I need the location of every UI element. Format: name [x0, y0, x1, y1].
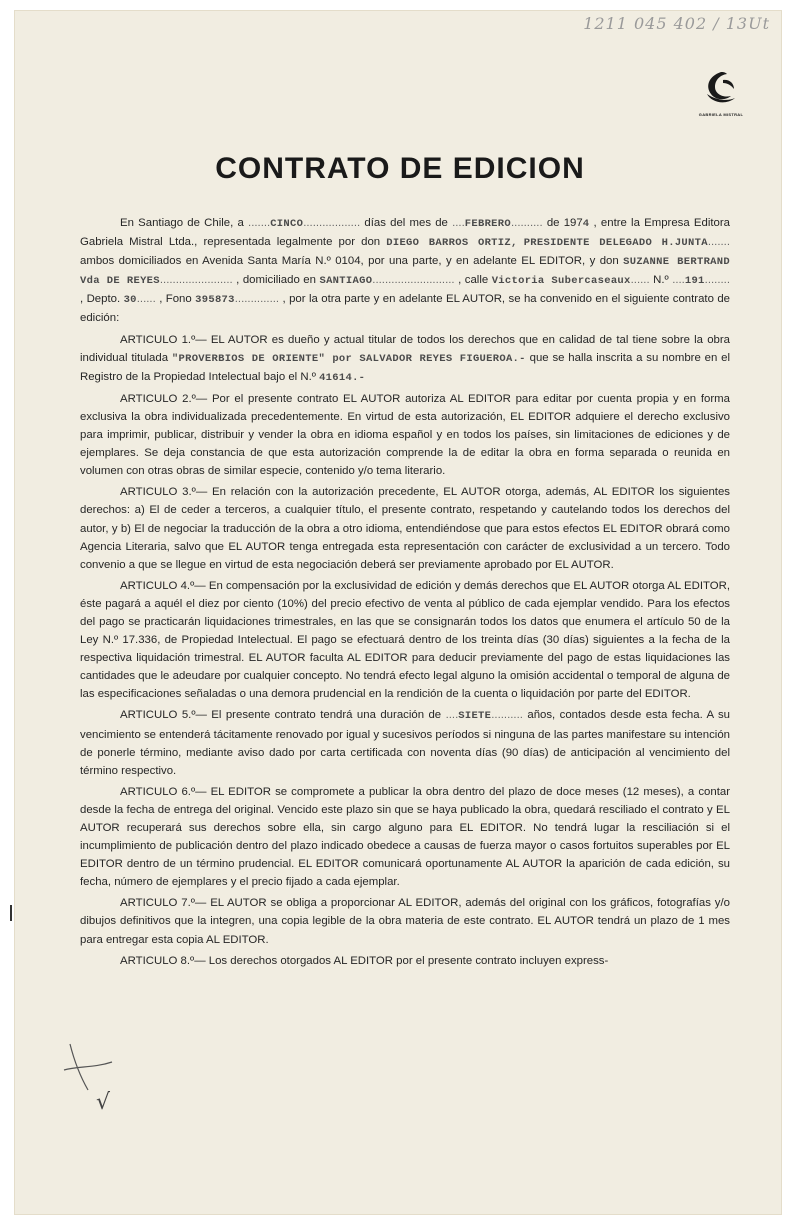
filled-duration-years: SIETE — [458, 710, 492, 723]
intro-text-2: días del mes de — [364, 217, 453, 229]
archive-reference-note: 1211 045 402 / 13Ut — [583, 14, 770, 33]
intro-text-9: , Depto. — [80, 293, 124, 306]
intro-text-10: , Fono — [159, 293, 196, 306]
filled-work-title: "PROVERBIOS DE ORIENTE" por SALVADOR REYES FIGUEROA.- — [171, 352, 526, 365]
margin-mark — [10, 905, 12, 921]
article-6: ARTICULO 6.º— EL EDITOR se compromete a publicar la obra dentro del plazo de doce meses (12 meses), a contar desde la fecha de entrega del original. Vencido este plazo sin que se haya publicado la obra, quedará resciliado el contrato y EL AUTOR recuperará sus derechos sobre ella, sin cargo alguno para EL EDITOR. No tendrá lugar la resciliación si el incumplimiento de publicación dentro del plazo indicado obedece a causas de fuerza mayor o casos fortuitos superables por EL EDITOR dentro de un término prudencial. EL EDITOR comunicará oportunamente AL AUTOR la aparición de cada edición, su fecha, número de ejemplares y el precio fijado a cada ejemplar. — [80, 785, 730, 889]
filled-representative-title: PRESIDENTE DELEGADO H.JUNTA — [523, 237, 708, 250]
filled-phone: 395873 — [195, 294, 235, 307]
filled-year-digit: 4 — [582, 218, 590, 230]
logo-caption: GABRIELA MISTRAL — [698, 112, 744, 117]
intro-text-4: , entre la Empresa Editora Gabriela Mistral Ltda., representada legalmente por don — [80, 217, 730, 249]
intro-text-1: En Santiago de Chile, a — [120, 217, 249, 229]
intro-text-5: ambos domiciliados en Avenida Santa María N.º 0104, por una parte, y en adelante EL EDITOR, y don — [80, 255, 619, 268]
filled-representative-name: DIEGO BARROS ORTIZ, — [386, 237, 518, 250]
publisher-logo — [696, 70, 746, 117]
article-5-text-1: ARTICULO 5.º— El presente contrato tendrá una duración de — [120, 709, 446, 722]
filled-apartment: 30 — [123, 294, 137, 307]
article-2: ARTICULO 2.º— Por el presente contrato EL AUTOR autoriza AL EDITOR para editar por cuenta propia y en forma exclusiva la obra individualizada precedentemente. En virtud de esta autorización, EL EDITOR adquiere el derecho exclusivo para imprimir, publicar, distribuir y vender la obra en idioma español y en todos los países, sin limitaciones de ediciones y de ejemplares. Se deja constancia de que esta autorización comprende la de editar la obra en forma separada o reunida en volumen con otras obras de similar especie, contenido y/o tema literario. — [80, 392, 730, 478]
filled-author-name: SUZANNE BERTRAND Vda DE REYES — [80, 256, 730, 288]
publisher-logo-icon — [701, 70, 741, 106]
article-5: ARTICULO 5.º— El presente contrato tendrá una duración de ....SIETE.......... años, contados desde esta fecha. A su vencimiento se entenderá tácitamente renovado por igual y sucesivos períodos si ninguna de las partes manifestare su intención de ponerle término, mediante aviso dado por carta certificada con noventa días (90 días) de anticipación al vencimiento del término respectivo. — [80, 709, 730, 777]
filled-street: Victoria Subercaseaux — [491, 275, 631, 288]
handwritten-scribble — [60, 1040, 130, 1100]
intro-text-11: , por la otra parte y en adelante EL AUTOR, se ha convenido en el siguiente contrato de edición: — [80, 293, 730, 325]
article-1-text-2: que se halla inscrita a su nombre en el Registro de la Propiedad Intelectual bajo el N.º — [80, 351, 730, 383]
intro-text-8: N.º — [653, 274, 673, 287]
filled-registration-number: 41614.- — [319, 371, 366, 384]
intro-paragraph: En Santiago de Chile, a .......CINCO.................. días del mes de ....FEBRERO.......... de 1974 , entre la Empresa Editora Gabriela Mistral Ltda., representada legalmente por don DIEGO BARROS ORTIZ, PRESIDENTE DELEGADO H.JUNTA....... ambos domiciliados en Avenida Santa María N.º 0104, por una parte, y en adelante EL EDITOR, y don SUZANNE BERTRAND Vda DE REYES....................... , domiciliado en SANTIAGO.......................... , calle Victoria Subercaseaux...... N.º ....191........ , Depto. 30...... , Fono 395873.............. , por la otra parte y en adelante EL AUTOR, se ha convenido en el siguiente contrato de edición: — [80, 217, 730, 325]
article-3: ARTICULO 3.º— En relación con la autorización precedente, EL AUTOR otorga, además, AL EDITOR los siguientes derechos: a) El de ceder a terceros, a cualquier título, el presente contrato, respetando y cautelando todos los derechos del autor, y b) El de negociar la traducción de la obra a otro idioma, entendiéndose que para estos efectos EL EDITOR obrará como Agencia Literaria, salvo que EL AUTOR tenga entregada esta representación con carácter de exclusividad a un tercero. Todo convenio a que se llegue en virtud de esta negociación deberá ser previamente aprobado por EL AUTOR. — [80, 486, 730, 571]
article-4: ARTICULO 4.º— En compensación por la exclusividad de edición y demás derechos que EL AUTOR otorga AL EDITOR, éste pagará a aquél el diez por ciento (10%) del precio efectivo de venta al público de cada ejemplar vendido. Para los efectos del pago se practicarán liquidaciones trimestrales, en las que se consignarán todos los datos que enumera el artículo 50 de la Ley N.º 17.336, de Propiedad Intelectual. El pago se efectuará dentro de los treinta días (30 días) siguientes a la fecha de la respectiva liquidación trimestral. EL AUTOR faculta AL EDITOR para deducir previamente del pago de estas liquidaciones las cantidades que le adeudare por cualquier concepto. No tendrá efecto legal alguno la omisión accidental o temporal de alguna de las especificaciones señaladas o una demora prudencial en la rendición de la cuenta o liquidación por parte del EDITOR. — [80, 579, 730, 701]
contract-body — [80, 214, 730, 973]
filled-street-number: 191 — [684, 275, 705, 288]
article-1-text-1: ARTICULO 1.º— EL AUTOR es dueño y actual titular de todos los derechos que en calidad de tal tiene sobre la obra individual titulada — [80, 333, 730, 364]
filled-month: FEBRERO — [464, 218, 511, 230]
handwritten-check-mark: √ — [96, 1090, 111, 1115]
filled-day: CINCO — [270, 218, 304, 230]
document-title: CONTRATO DE EDICION — [215, 152, 585, 185]
article-1 — [80, 331, 730, 387]
filled-city: SANTIAGO — [319, 275, 373, 288]
intro-text-6: , domiciliado en — [236, 274, 320, 287]
intro-text-3: de 197 — [546, 217, 583, 229]
intro-text-7: , calle — [458, 274, 492, 287]
article-8: ARTICULO 8.º— Los derechos otorgados AL EDITOR por el presente contrato incluyen express- — [120, 954, 609, 967]
article-5-text-2: años, contados desde esta fecha. A su vencimiento se entenderá tácitamente renovado por igual y sucesivos períodos si ninguna de las partes manifestare su intención de ponerle término, mediante aviso dado por carta certificada con noventa días (90 días) de anticipación al vencimiento del término respectivo. — [80, 709, 730, 777]
article-7: ARTICULO 7.º— EL AUTOR se obliga a proporcionar AL EDITOR, además del original con los gráficos, fotografías y/o dibujos definitivos que la integren, una copia legible de la obra materia de este contrato. EL AUTOR tendrá un plazo de 1 mes para entregar esta copia AL EDITOR. — [80, 897, 730, 946]
